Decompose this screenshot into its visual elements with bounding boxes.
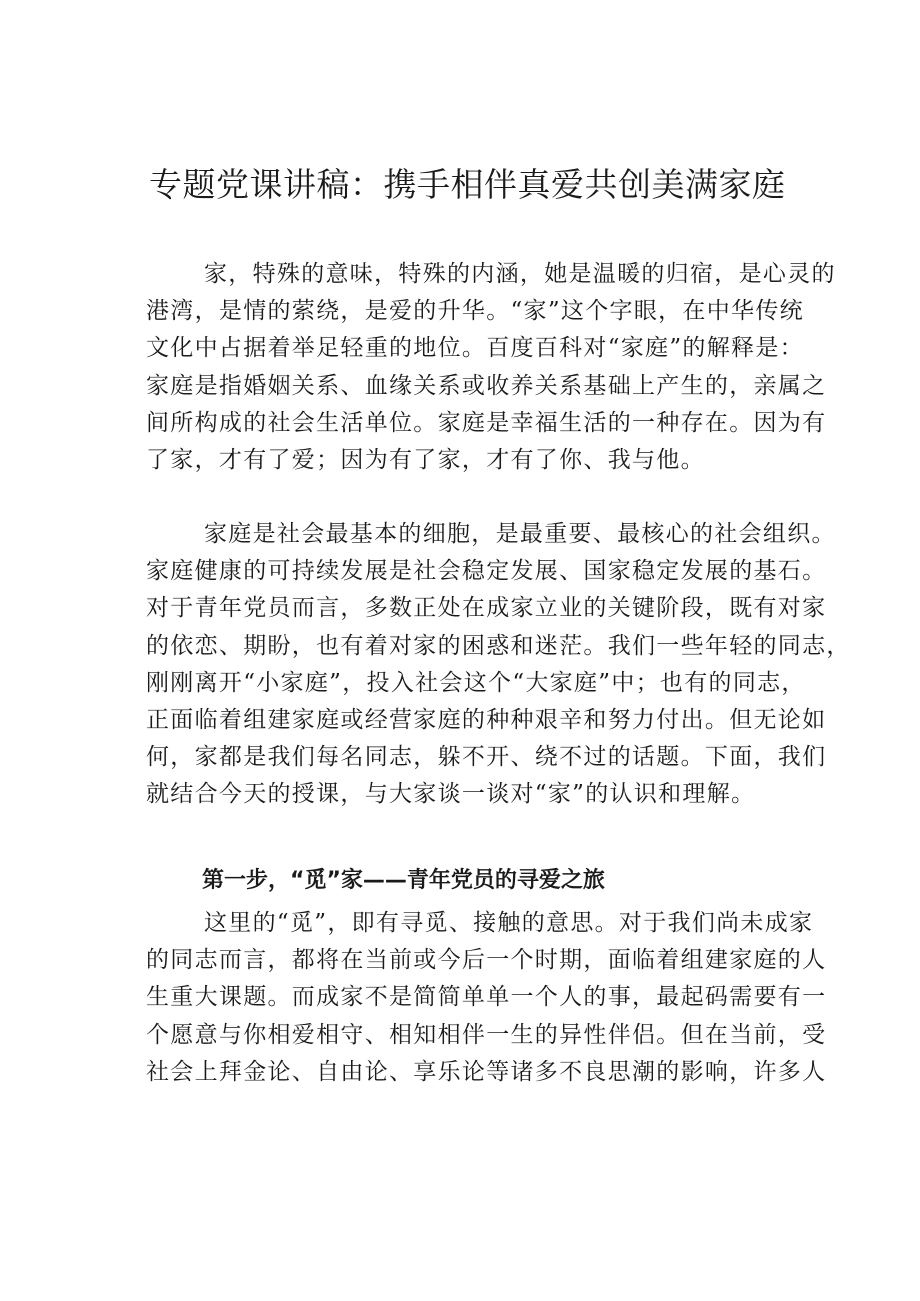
paragraph-line: 家，特殊的意味，特殊的内涵，她是温暖的归宿，是心灵的 [204, 261, 836, 287]
paragraph-section-one [146, 905, 827, 1091]
paragraph-line: 了家，才有了爱；因为有了家，才有了你、我与他。 [146, 446, 705, 473]
paragraph-line: 这里的“觅”，即有寻觅、接触的意思。对于我们尚未成家 [204, 910, 814, 936]
paragraph-line: 何，家都是我们每名同志，躲不开、绕不过的话题。下面，我们 [146, 744, 827, 771]
paragraph-line: 港湾，是情的萦绕，是爱的升华。“家”这个字眼，在中华传统 [146, 298, 804, 325]
paragraph-line: 家庭健康的可持续发展是社会稳定发展、国家稳定发展的基石。 [146, 558, 827, 585]
paragraph-family-cell [146, 516, 851, 814]
paragraph-intro [146, 256, 836, 479]
paragraph-line: 个愿意与你相爱相守、相知相伴一生的异性伴侣。但在当前，受 [146, 1021, 827, 1048]
paragraph-line: 社会上拜金论、自由论、享乐论等诸多不良思潮的影响，许多人 [146, 1058, 827, 1085]
paragraph-line: 对于青年党员而言，多数正处在成家立业的关键阶段，既有对家 [146, 595, 827, 622]
document-title: 专题党课讲稿：携手相伴真爱共创美满家庭 [149, 165, 786, 204]
paragraph-line: 就结合今天的授课，与大家谈一谈对“家”的认识和理解。 [146, 781, 756, 808]
paragraph-line: 间所构成的社会生活单位。家庭是幸福生活的一种存在。因为有 [146, 409, 827, 436]
section-heading: 第一步，“觅”家——青年党员的寻爱之旅 [202, 868, 605, 893]
paragraph-line: 的依恋、期盼，也有着对家的困惑和迷茫。我们一些年轻的同志， [146, 632, 851, 659]
paragraph-line: 家庭是指婚姻关系、血缘关系或收养关系基础上产生的，亲属之 [146, 372, 827, 399]
paragraph-line: 刚刚离开“小家庭”，投入社会这个“大家庭”中；也有的同志， [146, 669, 806, 696]
paragraph-line: 的同志而言，都将在当前或今后一个时期，面临着组建家庭的人 [146, 947, 827, 974]
paragraph-line: 正面临着组建家庭或经营家庭的种种艰辛和努力付出。但无论如 [146, 706, 827, 733]
paragraph-line: 文化中占据着举足轻重的地位。百度百科对“家庭”的解释是： [146, 335, 804, 362]
paragraph-line: 家庭是社会最基本的细胞，是最重要、最核心的社会组织。 [204, 521, 836, 547]
paragraph-line: 生重大课题。而成家不是简简单单一个人的事，最起码需要有一 [146, 984, 827, 1011]
